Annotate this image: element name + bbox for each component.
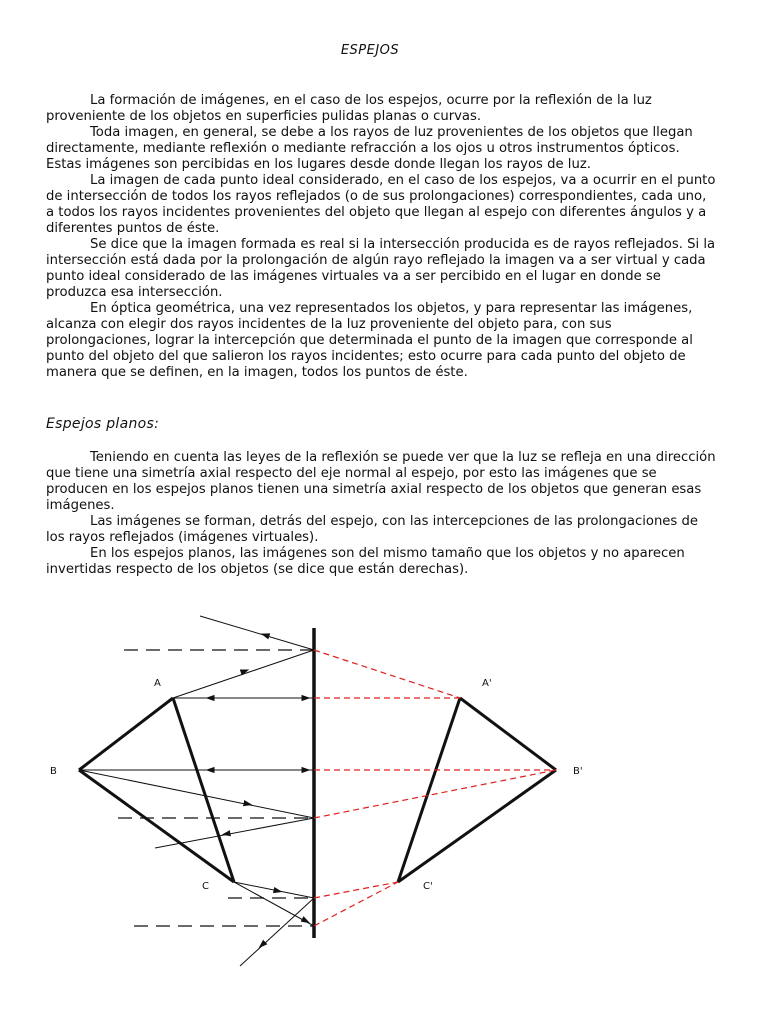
plane-mirror-diagram xyxy=(0,600,768,1024)
paragraph: En óptica geométrica, una vez representados los objetos, y para representar las imágenes, alcanza con elegir dos rayos incidentes de la luz proveniente del objeto para, con sus prolongaciones, lograr la intercepción que determinada el punto de la imagen que corresponde al punto del objeto del que salieron los rayos incidentes; esto ocurre para cada punto del objeto de manera que se definen, en la imagen, todos los puntos de éste. xyxy=(46,301,693,380)
virtual-ray-prolongations xyxy=(314,650,556,926)
paragraph: La imagen de cada punto ideal considerado, en el caso de los espejos, va a ocurrir en el punto de intersección de todos los rayos reflejados (o de sus prolongaciones) correspondientes, cada uno, a todos los rayos incidentes provenientes del objeto que llegan al espejo con diferentes ángulos y a diferentes puntos de éste. xyxy=(46,173,716,236)
label-b: B xyxy=(50,766,57,777)
page-title: ESPEJOS xyxy=(340,43,400,58)
label-c: C xyxy=(202,881,209,892)
paragraph: Toda imagen, en general, se debe a los rayos de luz provenientes de los objetos que llegan directamente, mediante reflexión o mediante refracción a los ojos u otros instrumentos ópticos. Estas imágenes son percibidas en los lugares desde donde llegan los rayos de luz. xyxy=(46,125,693,172)
normal-lines xyxy=(118,650,314,926)
paragraph: La formación de imágenes, en el caso de los espejos, ocurre por la reflexión de la luz proveniente de los objetos en superficies pulidas planas o curvas. xyxy=(46,93,652,124)
label-a: A xyxy=(154,678,161,689)
planos-section xyxy=(46,450,716,578)
paragraph: Las imágenes se forman, detrás del espejo, con las intercepciones de las prolongaciones de los rayos reflejados (imágenes virtuales). xyxy=(46,514,698,545)
paragraph: Se dice que la imagen formada es real si la intersección producida es de rayos reflejados. Si la intersección está dada por la prolongación de algún rayo reflejado la imagen va a ser virtual y cada punto ideal considerado de las imágenes virtuales va a ser percibido en el lugar en donde se produzca esa intersección. xyxy=(46,237,716,300)
object-triangle xyxy=(79,698,234,882)
paragraph: Teniendo en cuenta las leyes de la reflexión se puede ver que la luz se refleja en una dirección que tiene una simetría axial respecto del eje normal al espejo, por esto las imágenes que se producen en los espejos planos tienen una simetría axial respecto de los objetos que generan esas imágenes. xyxy=(46,450,716,513)
label-a-prime: A' xyxy=(482,678,492,689)
paragraph: En los espejos planos, las imágenes son del mismo tamaño que los objetos y no aparecen invertidas respecto de los objetos (se dice que están derechas). xyxy=(46,546,685,577)
section-heading: Espejos planos: xyxy=(46,416,160,432)
intro-section xyxy=(46,93,716,381)
label-b-prime: B' xyxy=(573,766,583,777)
light-rays xyxy=(79,616,314,966)
label-c-prime: C' xyxy=(423,881,433,892)
image-triangle xyxy=(398,698,556,882)
